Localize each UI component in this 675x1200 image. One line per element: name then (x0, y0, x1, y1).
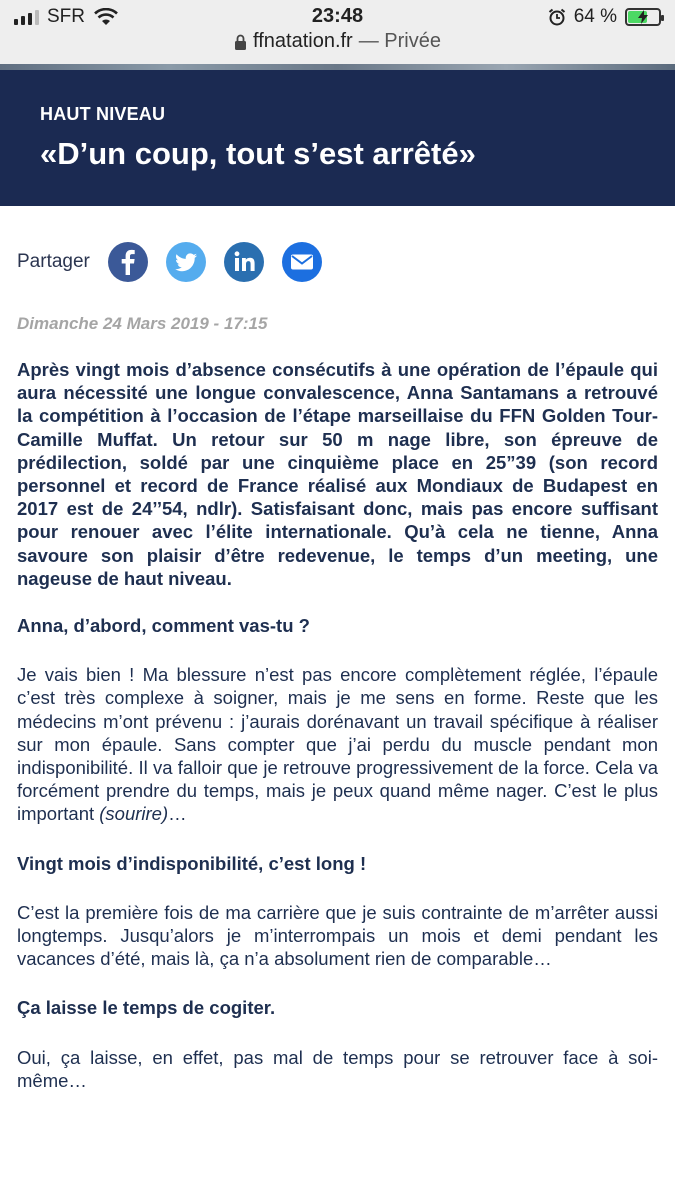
answer-1-ellipsis: … (168, 803, 187, 825)
article-header (0, 70, 675, 206)
share-twitter-button[interactable] (166, 242, 206, 282)
share-linkedin-button[interactable] (224, 242, 264, 282)
question-1: Anna, d’abord, comment vas-tu ? (17, 615, 310, 637)
status-right (548, 6, 661, 28)
lock-icon (234, 34, 247, 50)
charging-icon (637, 10, 649, 24)
twitter-icon (166, 242, 206, 282)
clock: 23:48 (311, 5, 364, 27)
url-bar[interactable] (0, 30, 675, 53)
question-3: Ça laisse le temps de cogiter. (17, 997, 276, 1019)
battery-percent: 64 % (573, 6, 617, 27)
facebook-icon (108, 242, 148, 282)
mail-icon (282, 242, 322, 282)
url-host: ffnatation.fr (253, 30, 353, 52)
question-2: Vingt mois d’indisponibilité, c’est long ! (17, 852, 367, 874)
answer-1-italic: (sourire) (99, 803, 169, 825)
battery-icon (625, 8, 661, 26)
answer-3: Oui, ça laisse, en effet, pas mal de temps pour se retrouver face à soi-même… (17, 1046, 658, 1091)
article-date: Dimanche 24 Mars 2019 - 17:15 (17, 314, 268, 333)
article-body (17, 314, 658, 1118)
share-bar (17, 242, 340, 282)
private-mode-label: — Privée (358, 30, 441, 52)
section-kicker[interactable]: HAUT NIVEAU (40, 104, 166, 124)
page-title: «D’un coup, tout s’est arrêté» (40, 136, 476, 171)
alarm-icon (548, 8, 566, 26)
share-facebook-button[interactable] (108, 242, 148, 282)
answer-2: C’est la première fois de ma carrière que je suis contrainte de m’arrêter aussi longtemps. Jusqu’alors je m’interrompais un mois et demi pendant les vacances d’été, mais là, ça n’a absolument rien de comparable… (17, 901, 658, 970)
article-lead: Après vingt mois d’absence consécutifs à une opération de l’épaule qui aura nécessité une longue convalescence, Anna Santamans a retrouvé la compétition à l’occasion de l’étape marseillaise du FFN Golden Tour-Camille Muffat. Un retour sur 50 m nage libre, son épreuve de prédilection, soldé par une cinquième place en 25”39 (son record personnel et record de France réalisé aux Mondiaux de Budapest en 2017 est de 24’’54, ndlr). Satisfaisant donc, mais pas encore suffisant pour renouer avec l’élite internationale. Qu’à cela ne tienne, Anna savoure son plaisir d’être redevenue, le temps d’un meeting, une nageuse de haut niveau. (17, 359, 658, 589)
share-mail-button[interactable] (282, 242, 322, 282)
carrier-label: SFR (47, 6, 85, 27)
answer-1-text: Je vais bien ! Ma blessure n’est pas encore complètement réglée, l’épaule c’est très complexe à soigner, mais je me sens en forme. Reste que les médecins m’ont prévenu : j’aurais dorénavant un travail spécifique à réaliser sur mon épaule. Sans compter que j’ai perdu du muscle pendant mon indisponibilité. Il va falloir que je retrouve progressivement de la force. Cela va forcément prendre du temps, mais je peux quand même nager. C’est le plus important (17, 664, 658, 825)
answer-1 (17, 663, 658, 825)
linkedin-icon (224, 242, 264, 282)
status-bar (0, 0, 675, 70)
share-label: Partager (17, 251, 90, 272)
